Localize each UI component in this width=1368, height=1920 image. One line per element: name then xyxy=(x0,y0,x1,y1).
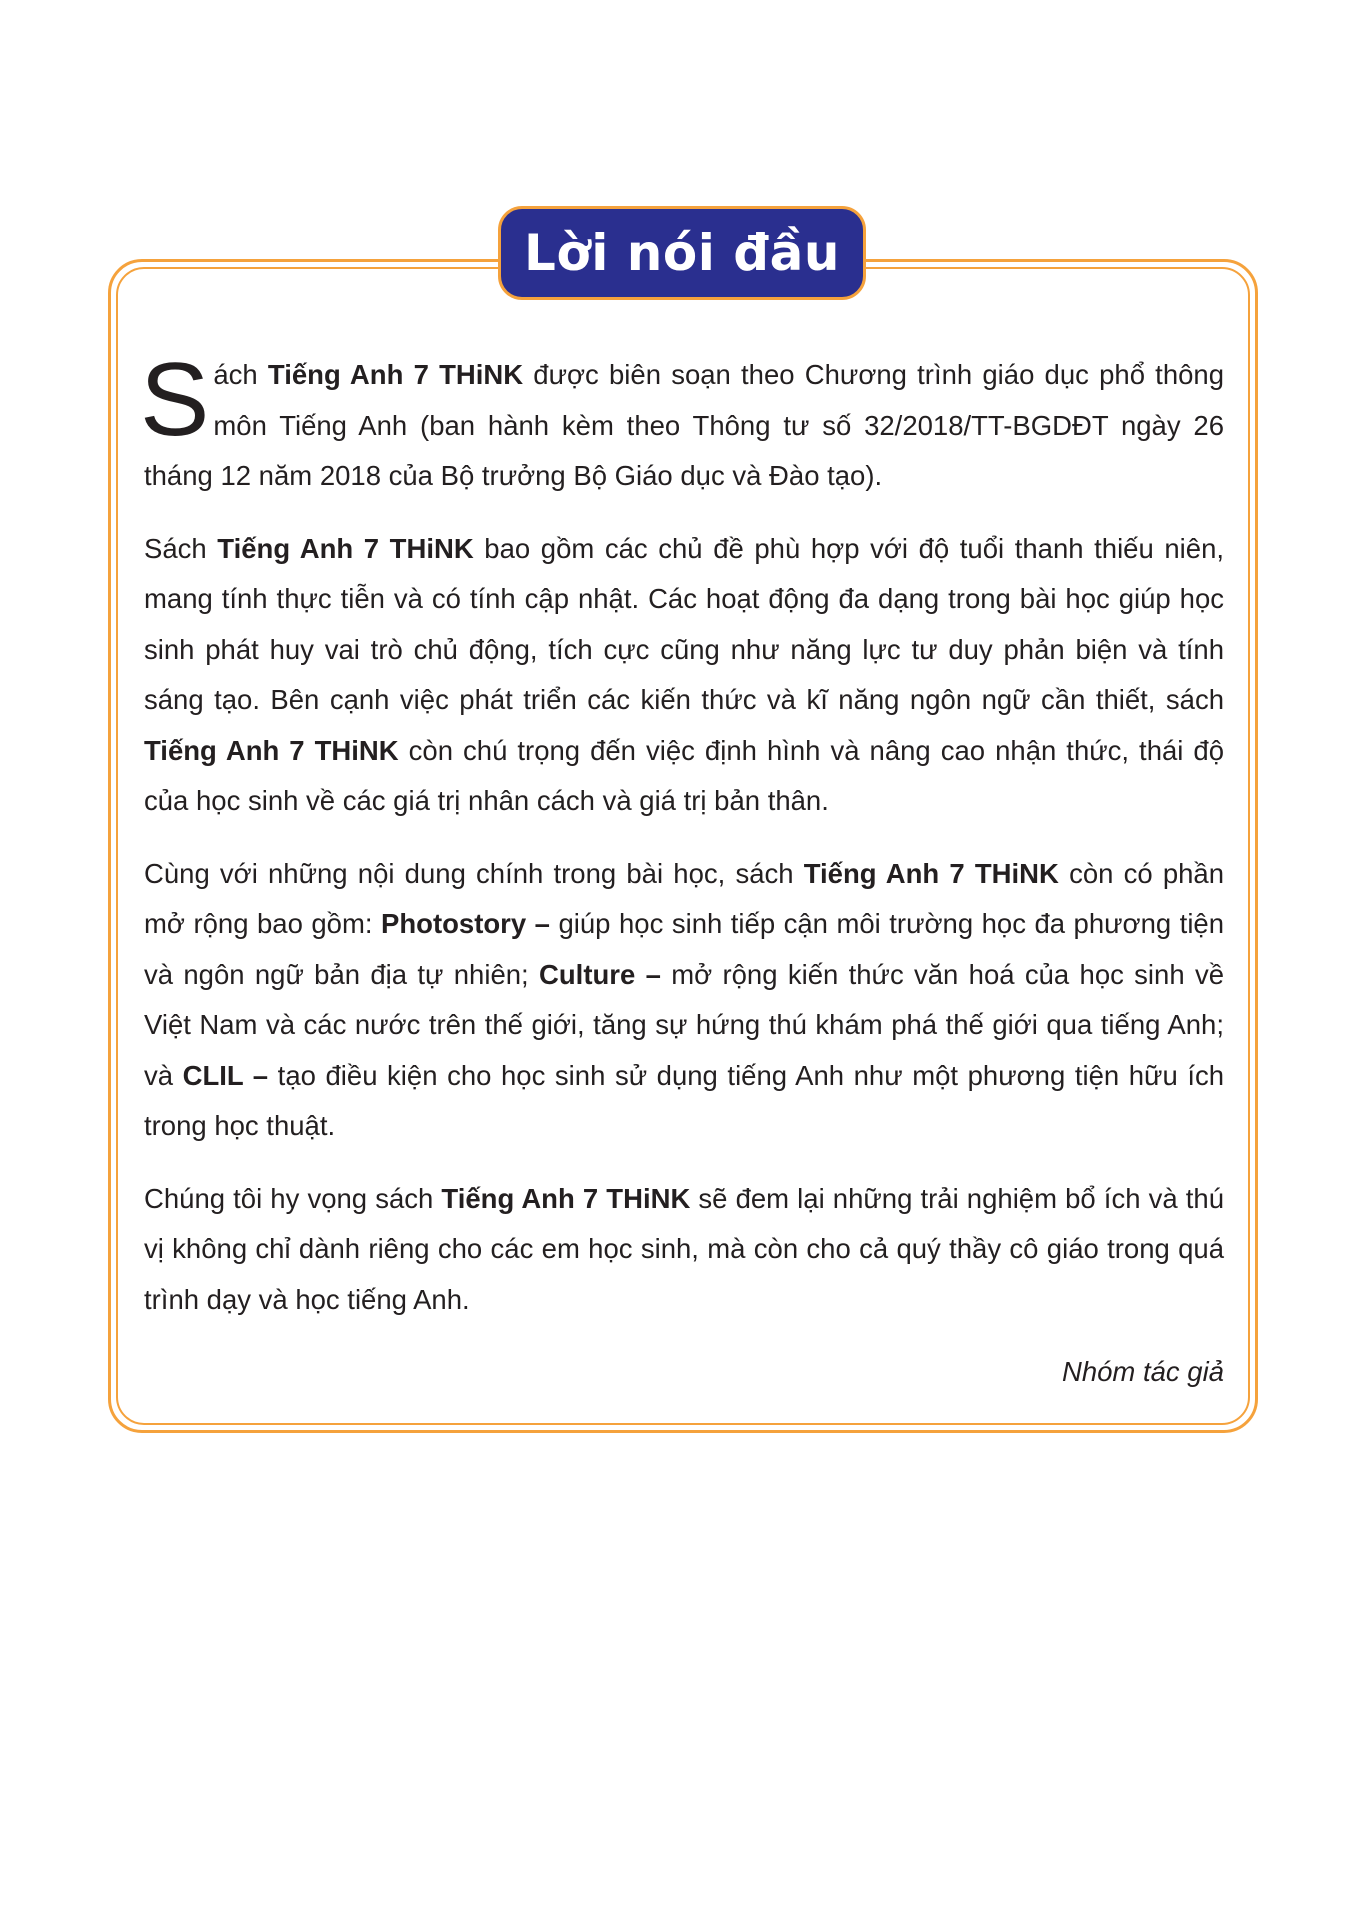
book-title-bold: Tiếng Anh 7 THiNK xyxy=(217,532,474,564)
paragraph-3-text-1: Cùng với những nội dung chính trong bài học, sách xyxy=(144,857,804,889)
paragraph-4 xyxy=(144,1174,1224,1326)
paragraph-2 xyxy=(144,524,1224,827)
author-signature: Nhóm tác giả xyxy=(1061,1356,1224,1387)
paragraph-3 xyxy=(144,849,1224,1152)
paragraph-4-text-2: sẽ đem lại những trải nghiệm bổ ích và thú vị không chỉ dành riêng cho các em học sinh, mà còn cho cả quý thầy cô giáo trong quá trình dạy và học tiếng Anh. xyxy=(144,1182,1224,1315)
paragraph-1-text-1: ách xyxy=(213,359,268,390)
page-title: Lời nói đầu xyxy=(524,224,840,282)
paragraph-3-text-3: giúp học sinh tiếp cận môi trường học đa phương tiện và ngôn ngữ bản địa tự nhiên; xyxy=(144,908,1225,990)
book-title-bold: Tiếng Anh 7 THiNK xyxy=(267,359,524,390)
photostory-label: Photostory – xyxy=(381,908,550,939)
paragraph-2-text-3: còn chú trọng đến việc định hình và nâng cao nhận thức, thái độ của học sinh về các giá trị nhân cách và giá trị bản thân. xyxy=(144,734,1225,816)
paragraph-3-text-2: còn có phần mở rộng bao gồm: xyxy=(144,857,1225,939)
paragraph-3-text-4: mở rộng kiến thức văn hoá của học sinh về Việt Nam và các nước trên thế giới, tăng sự hứng thú khám phá thế giới qua tiếng Anh; và xyxy=(144,958,1224,1091)
clil-label: CLIL – xyxy=(182,1059,269,1091)
paragraph-2-text-2: bao gồm các chủ đề phù hợp với độ tuổi thanh thiếu niên, mang tính thực tiễn và có tính cập nhật. Các hoạt động đa dạng trong bài học giúp học sinh phát huy vai trò chủ động, tích cực cũng như năng lực tư duy phản biện và tính sáng tạo. Bên cạnh việc phát triển các kiến thức và kĩ năng ngôn ngữ cần thiết, sách xyxy=(144,532,1225,715)
paragraph-1 xyxy=(140,342,1225,502)
paragraph-2-text-1: Sách xyxy=(144,532,218,564)
book-title-bold: Tiếng Anh 7 THiNK xyxy=(144,734,399,766)
paragraph-1-text-2: được biên soạn theo Chương trình giáo dục phổ thông môn Tiếng Anh (ban hành kèm theo Thông tư số 32/2018/TT-BGDĐT ngày 26 tháng 12 năm 2018 của Bộ trưởng Bộ Giáo dục và Đào tạo). xyxy=(144,359,1225,491)
drop-cap: S xyxy=(140,342,210,458)
book-title-bold: Tiếng Anh 7 THiNK xyxy=(441,1182,691,1214)
culture-label: Culture – xyxy=(539,958,661,990)
paragraph-4-text-1: Chúng tôi hy vọng sách xyxy=(144,1182,442,1214)
book-title-bold: Tiếng Anh 7 THiNK xyxy=(803,857,1059,889)
paragraph-3-text-5: tạo điều kiện cho học sinh sử dụng tiếng Anh như một phương tiện hữu ích trong học thuật. xyxy=(144,1059,1224,1141)
preface-content xyxy=(140,342,1225,1397)
title-badge xyxy=(498,206,866,300)
